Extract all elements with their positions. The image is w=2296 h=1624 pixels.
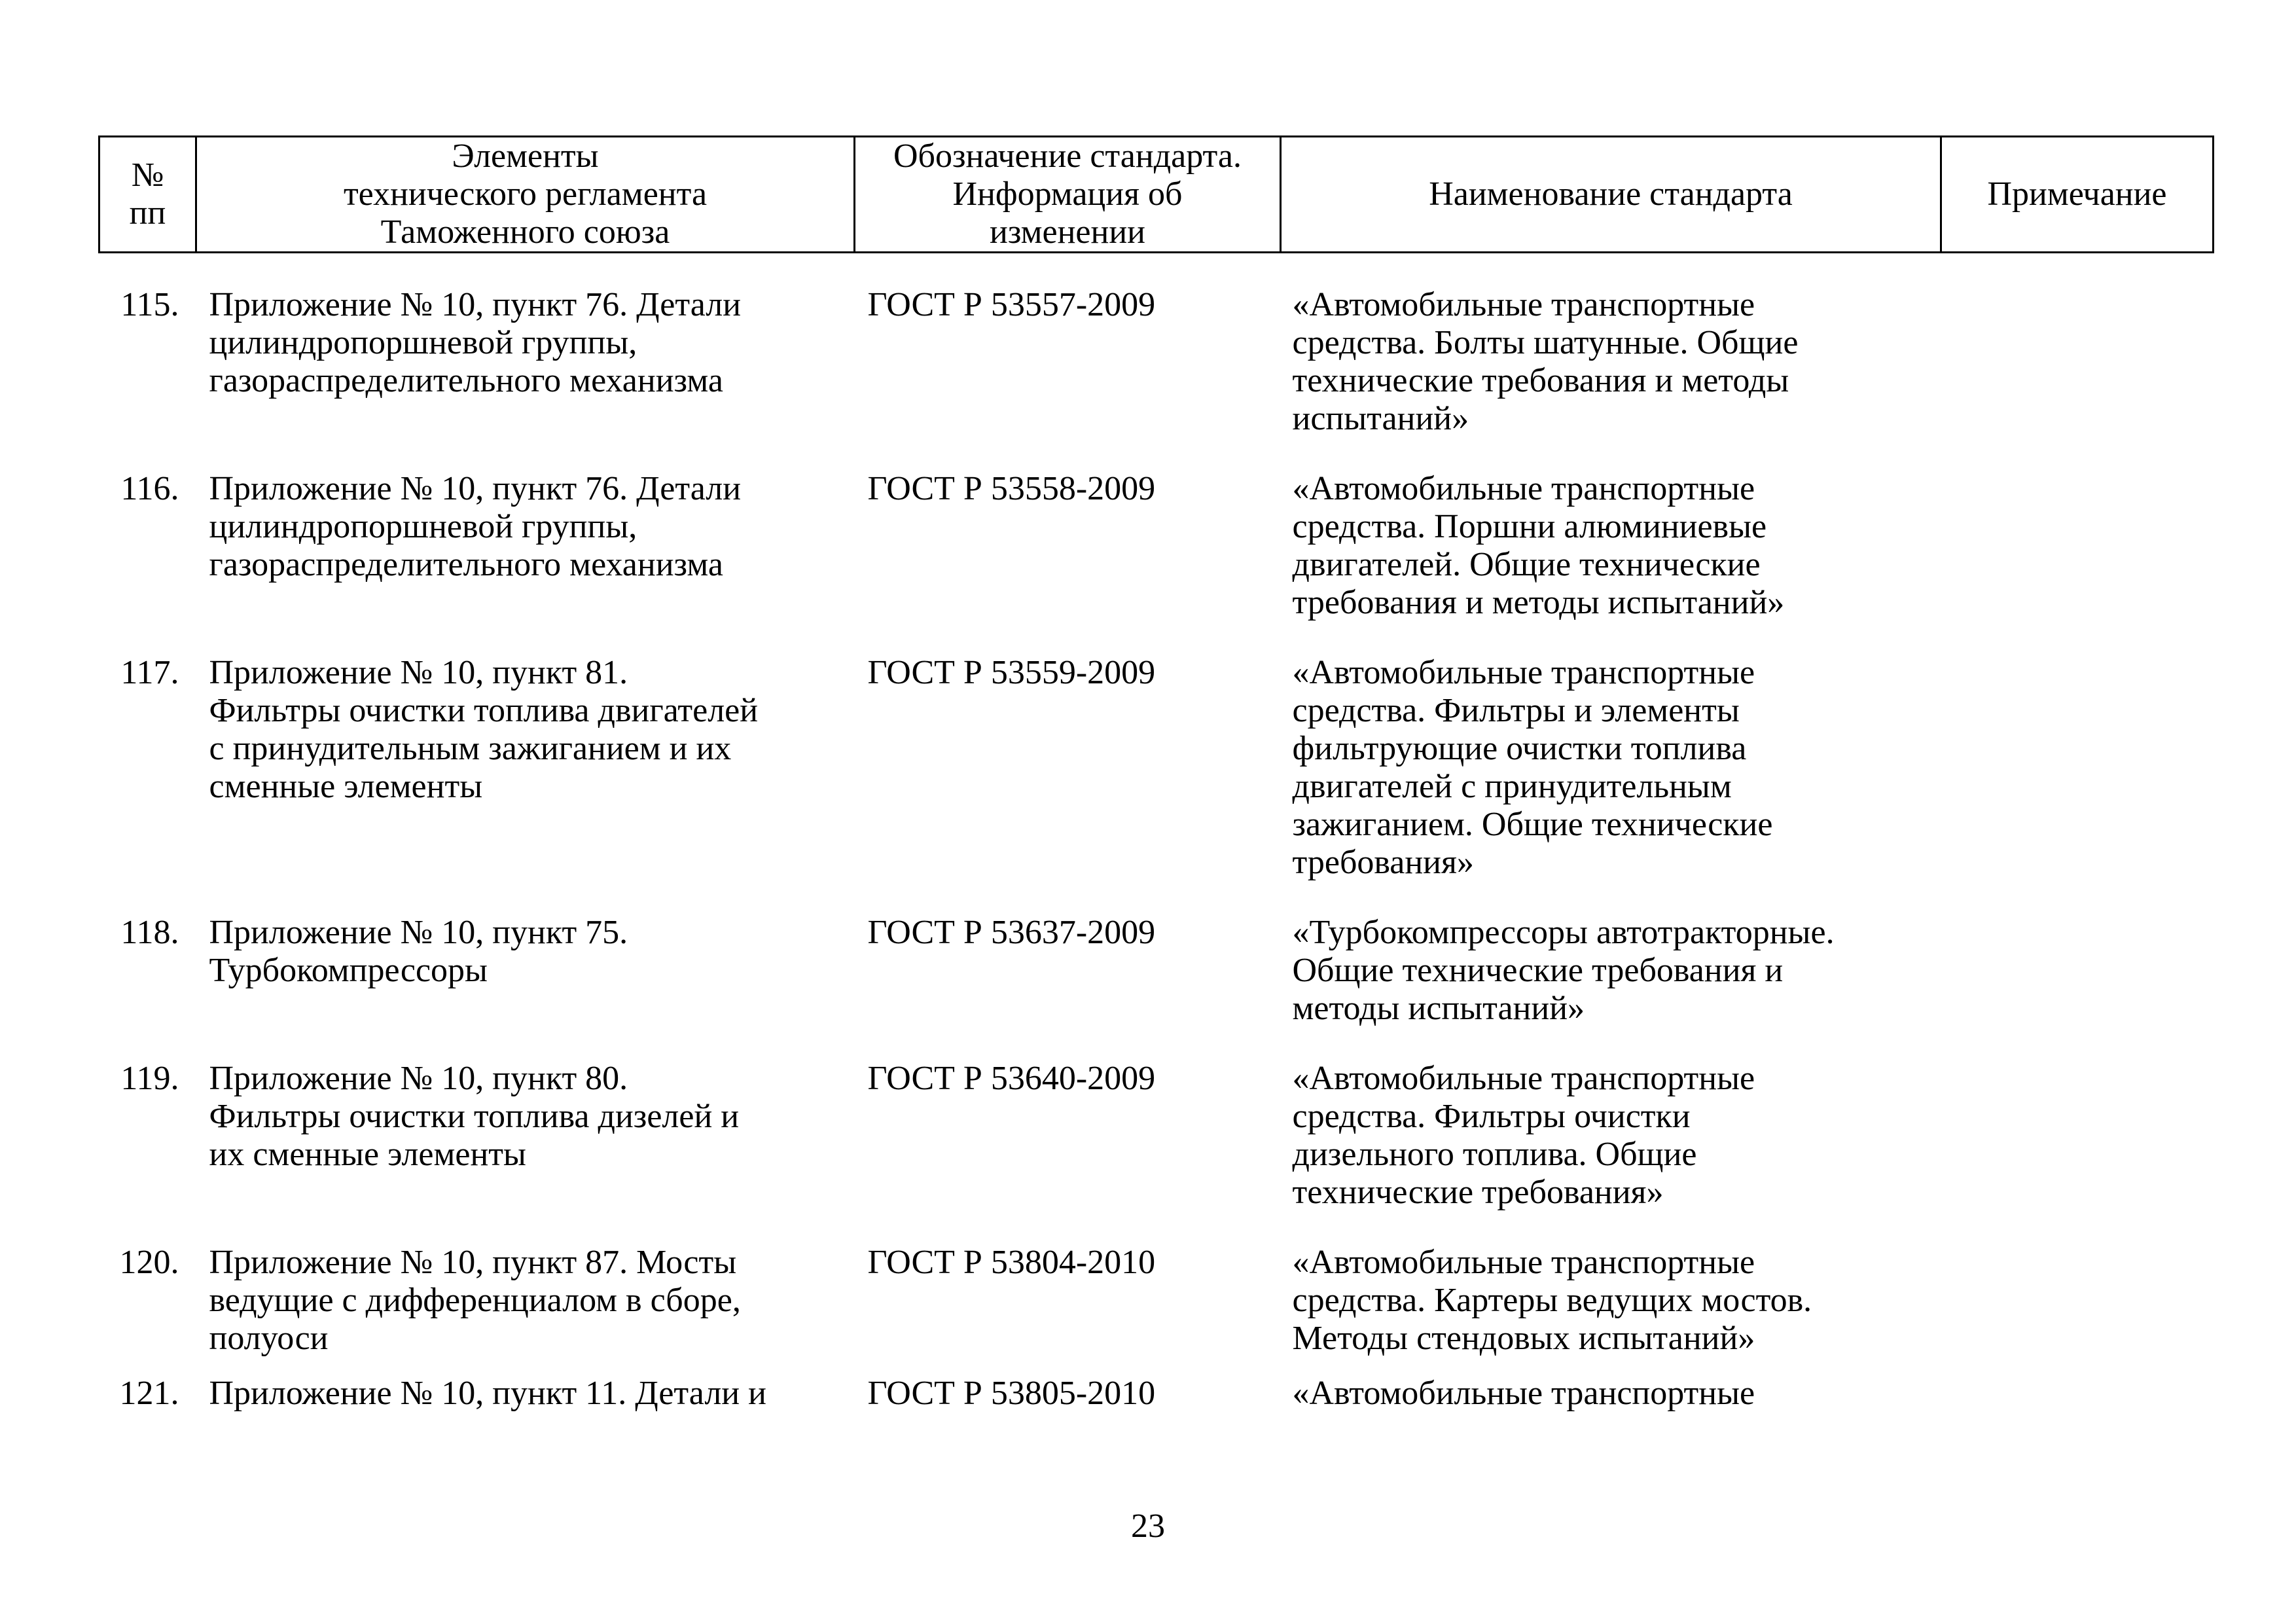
row-gap bbox=[99, 882, 2214, 914]
table-body bbox=[99, 253, 2214, 1413]
row-name: «Автомобильные транспортные средства. Картеры ведущих мостов. Методы стендовых испытаний» bbox=[1292, 1244, 1812, 1357]
row-note bbox=[1941, 654, 2214, 882]
table-row bbox=[99, 286, 2214, 438]
table-row bbox=[99, 1375, 2214, 1413]
row-note bbox=[1941, 1375, 2214, 1413]
table-row bbox=[99, 1060, 2214, 1212]
row-code: ГОСТ Р 53637-2009 bbox=[867, 914, 1156, 951]
row-number: 115. bbox=[120, 286, 179, 323]
row-name: «Автомобильные транспортные средства. Поршни алюминиевые двигателей. Общие технические требования и методы испытаний» bbox=[1292, 470, 1785, 621]
row-name: «Автомобильные транспортные средства. Фильтры очистки дизельного топлива. Общие технические требования» bbox=[1292, 1060, 1755, 1211]
row-element: Приложение № 10, пункт 81. Фильтры очистки топлива двигателей с принудительным зажиганием и их сменные элементы bbox=[209, 654, 759, 805]
table-row bbox=[99, 470, 2214, 622]
row-element: Приложение № 10, пункт 76. Детали цилиндропоршневой группы, газораспределительного механизма bbox=[209, 470, 742, 583]
row-element: Приложение № 10, пункт 80. Фильтры очистки топлива дизелей и их сменные элементы bbox=[209, 1060, 740, 1173]
row-gap bbox=[99, 1028, 2214, 1060]
row-number: 116. bbox=[120, 470, 179, 507]
row-element: Приложение № 10, пункт 76. Детали цилиндропоршневой группы, газораспределительного механизма bbox=[209, 286, 742, 399]
header-row bbox=[99, 137, 2214, 253]
row-code: ГОСТ Р 53558-2009 bbox=[867, 470, 1156, 507]
row-code: ГОСТ Р 53559-2009 bbox=[867, 654, 1156, 691]
header-name: Наименование стандарта bbox=[1281, 137, 1941, 253]
header-code: Обозначение стандарта. Информация об изменении bbox=[855, 137, 1281, 253]
row-name: «Автомобильные транспортные bbox=[1292, 1375, 1755, 1412]
row-number: 118. bbox=[120, 914, 179, 951]
row-number: 120. bbox=[119, 1244, 179, 1281]
row-number: 121. bbox=[119, 1375, 179, 1412]
row-code: ГОСТ Р 53804-2010 bbox=[867, 1244, 1156, 1281]
row-note bbox=[1941, 470, 2214, 622]
row-note bbox=[1941, 286, 2214, 438]
table-row bbox=[99, 914, 2214, 1028]
table-row bbox=[99, 1244, 2214, 1358]
header-note: Примечание bbox=[1941, 137, 2214, 253]
page-number: 23 bbox=[1131, 1507, 1165, 1545]
row-element: Приложение № 10, пункт 75. Турбокомпрессоры bbox=[209, 914, 628, 989]
table-header bbox=[99, 137, 2214, 253]
row-code: ГОСТ Р 53640-2009 bbox=[867, 1060, 1156, 1097]
row-element: Приложение № 10, пункт 87. Мосты ведущие с дифференциалом в сборе, полуоси bbox=[209, 1244, 741, 1357]
row-element: Приложение № 10, пункт 11. Детали и bbox=[209, 1375, 766, 1412]
row-name: «Турбокомпрессоры автотракторные. Общие технические требования и методы испытаний» bbox=[1292, 914, 1835, 1027]
row-gap bbox=[99, 622, 2214, 654]
row-name: «Автомобильные транспортные средства. Фильтры и элементы фильтрующие очистки топлива двигателей с принудительным зажиганием. Общие технические требования» bbox=[1292, 654, 1773, 881]
header-num: № пп bbox=[99, 137, 196, 253]
row-note bbox=[1941, 1244, 2214, 1358]
row-gap bbox=[99, 1358, 2214, 1375]
row-code: ГОСТ Р 53557-2009 bbox=[867, 286, 1156, 323]
standards-table bbox=[98, 135, 2214, 1413]
row-note bbox=[1941, 1060, 2214, 1212]
row-code: ГОСТ Р 53805-2010 bbox=[867, 1375, 1156, 1412]
row-number: 119. bbox=[120, 1060, 179, 1097]
header-elements: Элементы технического регламента Таможенного союза bbox=[196, 137, 855, 253]
row-gap bbox=[99, 438, 2214, 470]
row-name: «Автомобильные транспортные средства. Болты шатунные. Общие технические требования и методы испытаний» bbox=[1292, 286, 1799, 437]
row-note bbox=[1941, 914, 2214, 1028]
row-gap bbox=[99, 1212, 2214, 1244]
header-spacer bbox=[99, 253, 2214, 287]
table-row bbox=[99, 654, 2214, 882]
row-number: 117. bbox=[120, 654, 179, 691]
